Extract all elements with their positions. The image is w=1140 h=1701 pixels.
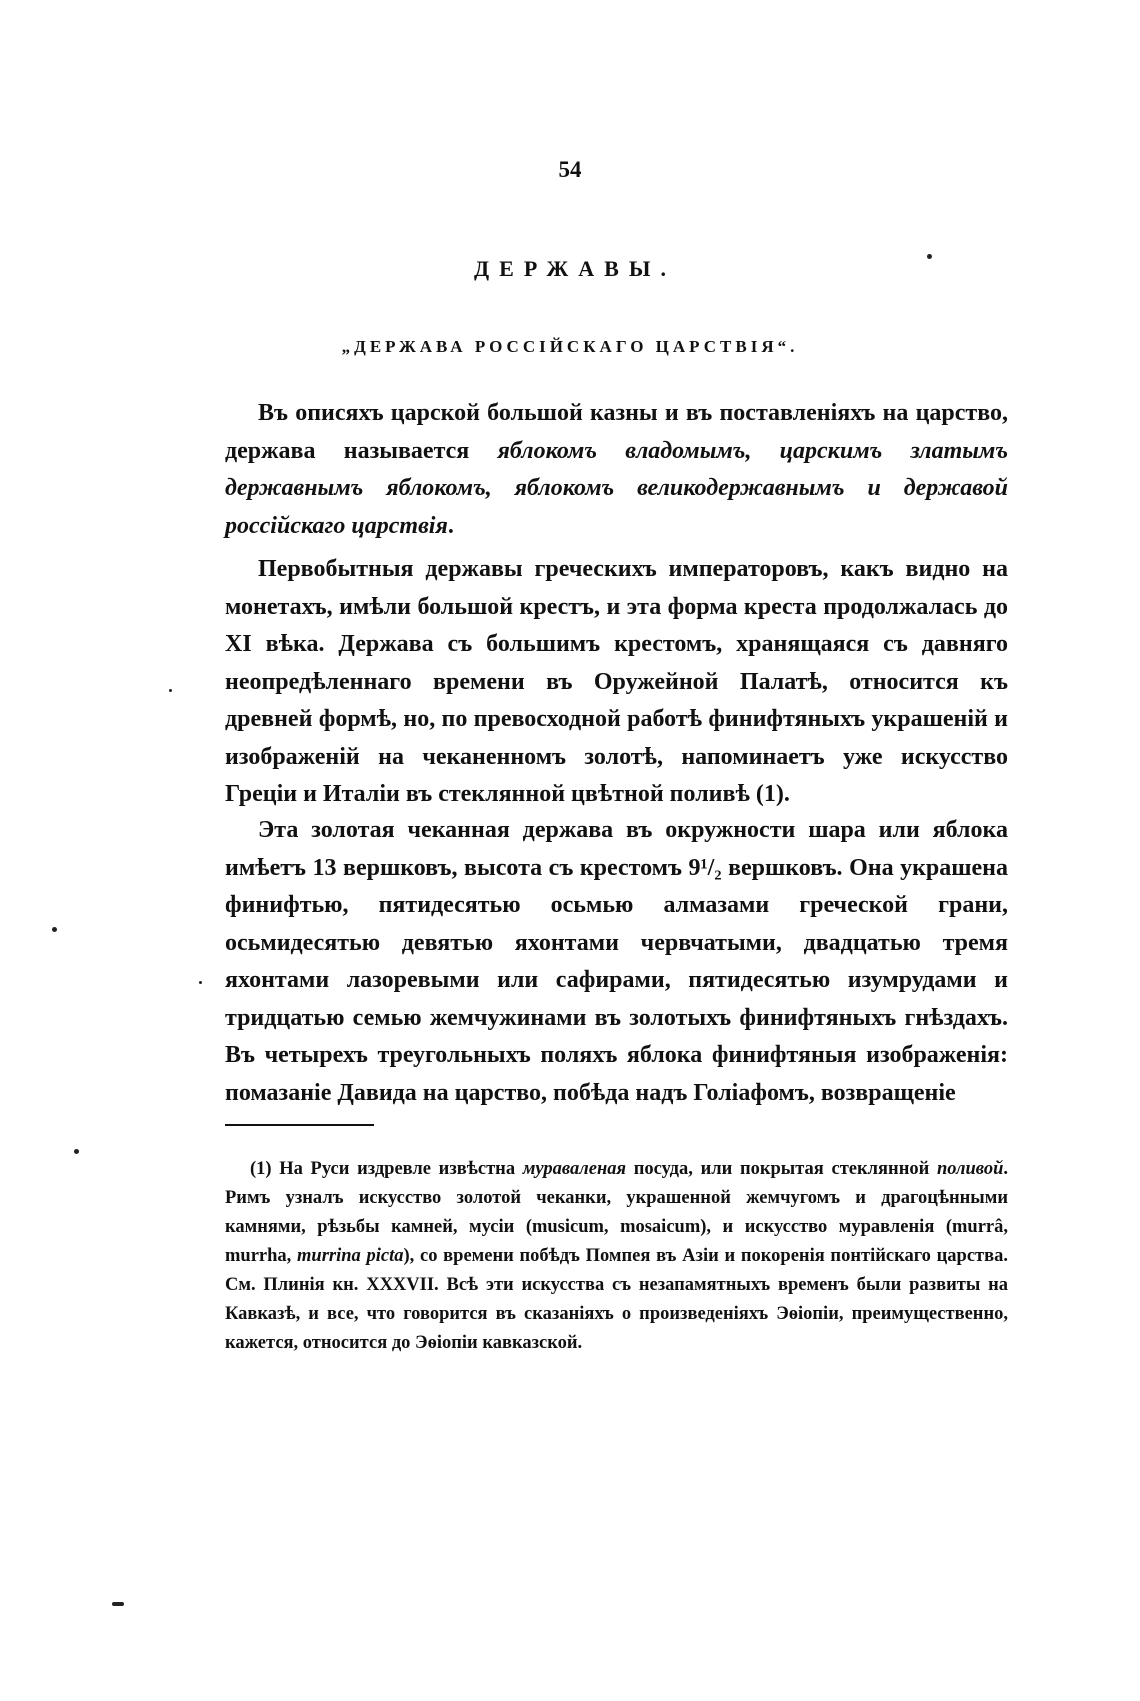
footnote-italic-run: murrina picta	[297, 1246, 404, 1266]
footnote	[225, 1155, 1008, 1358]
paragraph-2	[225, 551, 1008, 814]
paragraph-3-run: Эта золотая чеканная держава въ окружности шара или яблока имѣетъ 13 вершковъ, высота съ крестомъ 9¹/₂ вершковъ. Она украшена финифтью, пятидесятью осьмью алмазами греческой грани, осьмидесятью девятью яхонтами червчатыми, двадцатью тремя яхонтами лазоревыми или сафирами, пятидесятью изумрудами и тридцатью семью жемчужинами въ золотыхъ финифтяныхъ гнѣздахъ. Въ четырехъ треугольныхъ поляхъ яблока финифтяныя изображенія: помазаніе Давида на царство, побѣда надъ Голіафомъ, возвращеніе	[225, 817, 1008, 1106]
footnote-italic-run: поливой	[936, 1159, 1004, 1179]
paragraph-1-run: .	[447, 512, 454, 539]
scan-speck	[169, 689, 172, 692]
scan-speck	[52, 927, 57, 932]
paragraph-3	[225, 812, 1008, 1112]
scan-speck	[927, 254, 932, 259]
page-number: 54	[558, 157, 582, 182]
section-title: ДЕРЖАВЫ.	[474, 256, 676, 281]
footnote-run: ), со времени побѣдъ Помпея въ Азіи и покоренія понтійскаго царства. См. Плинія кн. XXXVII. Всѣ эти искусства съ незапамятныхъ временъ были развиты на Кавказѣ, и все, что говорится въ сказаніяхъ о произведеніяхъ Эѳіопіи, преимущественно, кажется, относится до Эѳіопіи кавказской.	[225, 1246, 1008, 1353]
scan-speck	[199, 981, 202, 984]
paragraph-1-run: Въ описяхъ царской большой казны и въ поставленіяхъ на царство, держава называется	[225, 400, 1008, 464]
paragraph-1-italic-run: яблокомъ владомымъ, царскимъ златымъ державнымъ яблокомъ, яблокомъ великодержавнымъ и державой россійскаго царствія	[225, 437, 1008, 539]
scan-speck	[74, 1149, 79, 1154]
paragraph-2-run: Первобытныя державы греческихъ императоровъ, какъ видно на монетахъ, имѣли большой крестъ, и эта форма креста продолжалась до XI вѣка. Держава съ большимъ крестомъ, хранящаяся съ давняго неопредѣленнаго времени въ Оружейной Палатѣ, относится къ древней формѣ, но, по превосходной работѣ финифтяныхъ украшеній и изображеній на чеканенномъ золотѣ, напоминаетъ уже искусство Греціи и Италіи въ стеклянной цвѣтной поливѣ (1).	[225, 556, 1008, 807]
paragraph-1	[225, 395, 1008, 545]
footnote-divider	[225, 1124, 374, 1126]
footnote-run: посуда, или покрытая стеклянной	[626, 1159, 937, 1179]
footnote-run: . Римъ узналъ искусство золотой чеканки, украшенной жемчугомъ и драгоцѣнными камнями, рѣзьбы камней, мусіи (musicum, mosaicum), и искусство муравленія (murrâ, murrha,	[225, 1159, 1008, 1266]
footnote-italic-run: мураваленая	[522, 1159, 627, 1179]
scan-speck	[112, 1602, 124, 1606]
footnote-run: (1) На Руси издревле извѣстна	[250, 1159, 523, 1179]
subtitle: „ДЕРЖАВА РОССІЙСКАГО ЦАРСТВІЯ“.	[341, 337, 799, 356]
